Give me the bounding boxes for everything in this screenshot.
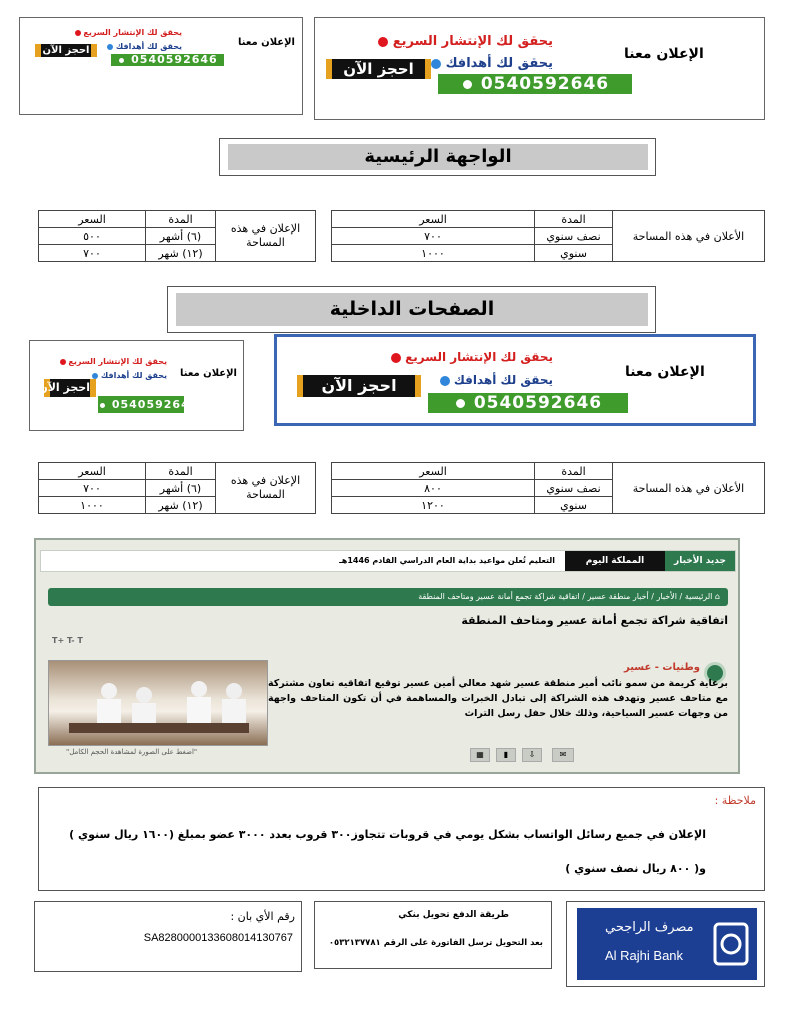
bank-logo — [577, 908, 757, 980]
price-cell: ٧٠٠ — [332, 228, 535, 245]
section-title-home: الواجهة الرئيسية — [228, 144, 648, 170]
iban-box — [34, 901, 302, 972]
price-header: السعر — [39, 463, 146, 480]
book-now-label: احجز الآن — [297, 375, 421, 397]
duration-cell: نصف سنوي — [535, 228, 613, 245]
duration-header: المدة — [535, 211, 613, 228]
ad-box-small-middle — [29, 340, 244, 431]
news-page-preview — [34, 538, 740, 774]
red-dot-icon — [391, 353, 401, 363]
note-box — [38, 787, 765, 891]
iban-label: رقم الأي بان : — [230, 910, 295, 923]
ad-box-large-middle — [274, 334, 756, 426]
price-cell: ١٠٠٠ — [39, 497, 146, 514]
bank-name-arabic: مصرف الراجحي — [605, 920, 694, 935]
price-table-inner-left — [38, 462, 316, 514]
ad-line-2: يحقق لك أهدافك — [92, 371, 167, 380]
blue-dot-icon — [92, 373, 98, 379]
duration-cell: (٦) أشهر — [146, 480, 216, 497]
ad-line-1: يحقق لك الإنتشار السريع — [60, 357, 167, 366]
bank-emblem-icon — [713, 922, 749, 966]
red-dot-icon — [378, 37, 388, 47]
price-table-inner-right — [331, 462, 765, 514]
ad-space-label: الإعلان في هذه المساحة — [216, 463, 316, 514]
duration-cell: (١٢) شهر — [146, 245, 216, 262]
font-default-button[interactable]: T — [77, 636, 83, 645]
price-cell: ٧٠٠ — [39, 245, 146, 262]
book-now-label: احجز الآن — [44, 379, 96, 397]
blue-dot-icon — [440, 376, 450, 386]
red-dot-icon — [75, 30, 81, 36]
ad-line-1: يحقق لك الإنتشار السريع — [378, 34, 553, 49]
price-header: السعر — [332, 211, 535, 228]
whatsapp-icon — [461, 78, 474, 91]
section-title-inner: الصفحات الداخلية — [176, 293, 648, 326]
duration-cell: (١٢) شهر — [146, 497, 216, 514]
blue-dot-icon — [107, 44, 113, 50]
duration-cell: (٦) أشهر — [146, 228, 216, 245]
price-cell: ٨٠٠ — [332, 480, 535, 497]
breadcrumb-region[interactable]: أخبار منطقة عسير — [587, 592, 649, 601]
section-header-home — [219, 138, 656, 176]
ad-space-label: الأعلان في هذه المساحة — [613, 211, 765, 262]
payment-method-box — [314, 901, 552, 969]
ad-space-label: الإعلان في هذه المساحة — [216, 211, 316, 262]
phone-number: 0540592646 — [438, 74, 632, 94]
ad-line-2: يحقق لك أهدافك — [440, 373, 553, 387]
price-cell: ٥٠٠ — [39, 228, 146, 245]
ad-line-1: يحقق لك الإنتشار السريع — [391, 350, 553, 364]
bookmark-button[interactable]: ▮ — [496, 748, 516, 762]
font-decrease-button[interactable]: T- — [66, 636, 75, 645]
price-table-home-left — [38, 210, 316, 262]
price-header: السعر — [332, 463, 535, 480]
ad-line-2: يحقق لك أهدافك — [107, 42, 182, 51]
payment-method-text: بعد التحويل ترسل الفاتورة على الرقم ٠٥٣٢١٣٧٧٨١ — [328, 938, 543, 948]
ad-title: الإعلان معنا — [238, 37, 295, 48]
ad-title: الإعلان معنا — [180, 368, 237, 379]
ad-space-label: الأعلان في هذه المساحة — [613, 463, 765, 514]
image-caption: "اضغط على الصورة لمشاهدة الحجم الكامل" — [66, 748, 198, 756]
article-headline: اتفاقية شراكة تجمع أمانة عسير ومتاحف المنطقة — [461, 614, 728, 627]
note-line-2: و( ٨٠٠ ريال نصف سنوي ) — [565, 862, 706, 875]
email-button[interactable]: ✉ — [552, 748, 574, 762]
whatsapp-icon — [98, 401, 107, 410]
ad-line-1: يحقق لك الإنتشار السريع — [75, 28, 182, 37]
price-cell: ١٢٠٠ — [332, 497, 535, 514]
ticker-text[interactable]: التعليم تُعلن مواعيد بداية العام الدراسي القادم 1446هـ — [339, 556, 555, 565]
duration-header: المدة — [146, 211, 216, 228]
article-source: وطنيات - عسير — [623, 662, 700, 673]
blue-dot-icon — [431, 59, 441, 69]
phone-number: 0540592646 — [98, 396, 184, 413]
book-now-label: احجز الآن — [35, 44, 97, 57]
breadcrumb-news[interactable]: الأخبار — [656, 592, 678, 601]
bank-name-english: Al Rajhi Bank — [605, 948, 684, 963]
ad-title: الإعلان معنا — [625, 364, 705, 380]
ad-box-small-top — [19, 17, 303, 115]
book-now-label: احجز الآن — [326, 59, 431, 79]
duration-cell: سنوي — [535, 245, 613, 262]
news-ticker — [40, 550, 736, 572]
ad-line-2: يحقق لك أهدافك — [431, 56, 553, 71]
font-increase-button[interactable]: T+ — [52, 636, 65, 645]
phone-number: 0540592646 — [428, 393, 628, 413]
ad-box-large-top — [314, 17, 765, 120]
duration-cell: نصف سنوي — [535, 480, 613, 497]
note-label: ملاحظة : — [714, 794, 756, 807]
price-cell: ١٠٠٠ — [332, 245, 535, 262]
photo-people-icon — [49, 661, 269, 747]
phone-number: 0540592646 — [111, 54, 224, 66]
qr-code-button[interactable]: ▦ — [470, 748, 490, 762]
ticker-label[interactable]: جديد الأخبار — [665, 551, 735, 571]
price-header: السعر — [39, 211, 146, 228]
home-icon: ⌂ — [714, 592, 720, 601]
breadcrumb-current: اتفاقية شراكة تجمع أمانة عسير ومتاحف المنطقة — [418, 592, 580, 601]
breadcrumb: ⌂ الرئيسية / الأخبار / أخبار منطقة عسير / اتفاقية شراكة تجمع أمانة عسير ومتاحف المنطقة — [48, 588, 728, 606]
price-table-home-right — [331, 210, 765, 262]
article-body: برعاية كريمة من سمو نائب أمير منطقة عسير شهد معالي أمين عسير توقيع اتفاقيه تعاون مشتركة مع متاحف عسير وتهدف هذه الشراكة إلى تبادل الخبرات والمساهمة في أن تكون المتاحف واجهة من وجهات عسير السياحية، وذلك خلال حفل رسل التراث — [268, 678, 728, 719]
duration-header: المدة — [535, 463, 613, 480]
payment-method-title: طريقة الدفع تحويل بنكي — [398, 910, 509, 920]
breadcrumb-home[interactable]: الرئيسية — [684, 592, 713, 601]
whatsapp-icon — [117, 56, 126, 65]
article-photo[interactable] — [48, 660, 268, 746]
price-cell: ٧٠٠ — [39, 480, 146, 497]
section-header-inner — [167, 286, 656, 333]
iban-number: SA8280000133608014130767 — [143, 932, 293, 944]
font-size-controls — [52, 636, 83, 645]
note-line-1: الإعلان في جميع رسائل الواتساب بشكل يومي في قروبات تتجاوز٣٠٠ قروب بعدد ٣٠٠٠ عضو بمبلغ (١٦٠٠ ريال سنوي ) — [69, 828, 706, 841]
bank-logo-box — [566, 901, 765, 987]
red-dot-icon — [60, 359, 66, 365]
whatsapp-icon — [454, 397, 467, 410]
duration-header: المدة — [146, 463, 216, 480]
ticker-tab[interactable]: المملكة اليوم — [565, 551, 665, 571]
duration-cell: سنوي — [535, 497, 613, 514]
download-button[interactable]: ⇩ — [522, 748, 542, 762]
ad-title: الإعلان معنا — [624, 46, 704, 62]
